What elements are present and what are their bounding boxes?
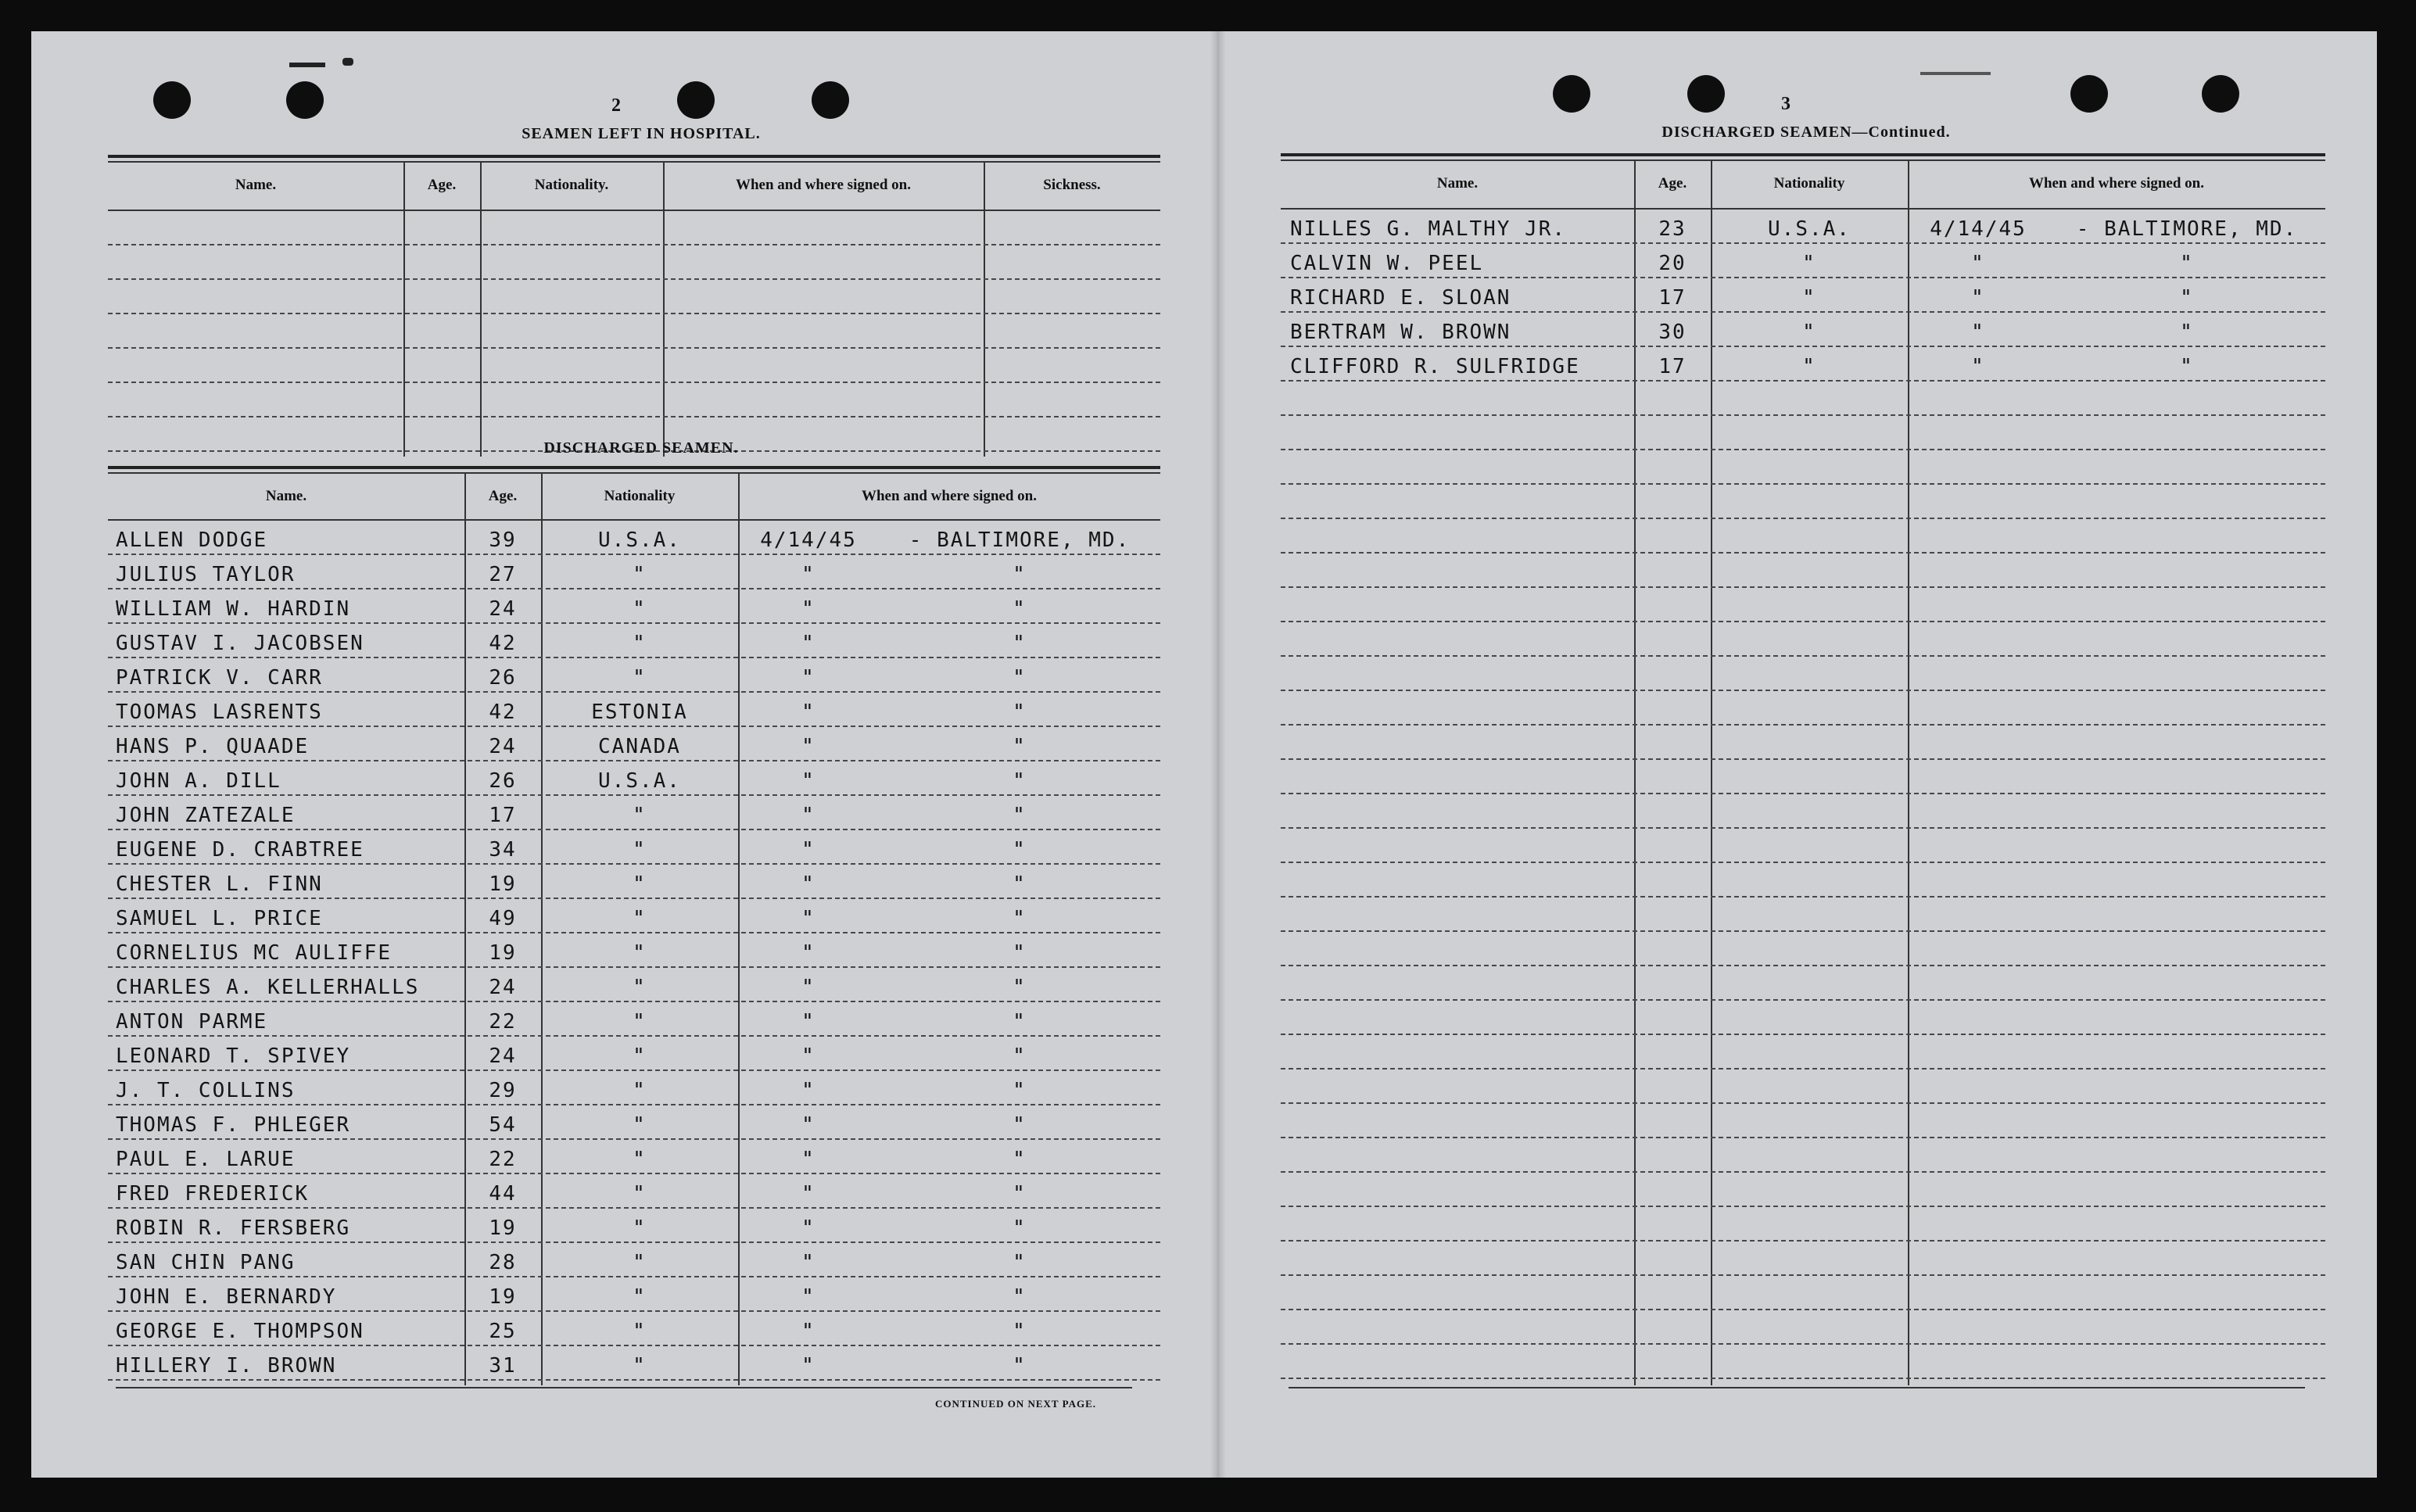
table-row <box>108 693 1160 727</box>
seaman-nationality: " <box>1802 252 1816 275</box>
seaman-age: 42 <box>489 632 517 655</box>
table-row <box>1281 244 2325 278</box>
table-row <box>1281 760 2325 794</box>
table-row <box>108 349 1160 383</box>
signed-on-date: 4/14/45 <box>760 528 857 552</box>
table-row <box>108 1002 1160 1037</box>
table-row <box>1281 1207 2325 1241</box>
punch-hole <box>153 81 191 119</box>
table-row <box>1281 313 2325 347</box>
signed-on-place: " <box>1013 597 1027 621</box>
seaman-age: 24 <box>489 1044 517 1068</box>
seaman-name: CHARLES A. KELLERHALLS <box>116 976 420 999</box>
seaman-age: 44 <box>489 1182 517 1206</box>
table-row <box>1281 1035 2325 1070</box>
signed-on-date: " <box>801 632 815 655</box>
seaman-name: SAMUEL L. PRICE <box>116 907 323 930</box>
signed-on-place: " <box>1013 976 1027 999</box>
table-row <box>108 1071 1160 1105</box>
seaman-nationality: U.S.A. <box>598 528 681 552</box>
rule <box>108 155 1160 158</box>
seaman-nationality: " <box>1802 355 1816 378</box>
crew-list-sheet <box>31 31 2377 1478</box>
table-row <box>108 624 1160 658</box>
seaman-nationality: " <box>633 1113 647 1137</box>
table-row <box>1281 485 2325 519</box>
table-row <box>1281 519 2325 554</box>
table-row <box>1281 726 2325 760</box>
table-row <box>1281 450 2325 485</box>
rule <box>116 1387 1132 1388</box>
discharged-section-title: DISCHARGED SEAMEN. <box>543 439 739 457</box>
discharged-seamen-rows <box>108 521 1160 1381</box>
seaman-nationality: " <box>633 804 647 827</box>
signed-on-date: " <box>801 1113 815 1137</box>
seaman-name: WILLIAM W. HARDIN <box>116 597 351 621</box>
signed-on-date: " <box>1971 286 1985 310</box>
discharged-continued-title: DISCHARGED SEAMEN—Continued. <box>1661 124 1951 141</box>
table-row <box>1281 1104 2325 1138</box>
signed-on-date: " <box>801 941 815 965</box>
signed-on-date: " <box>1971 321 1985 344</box>
column-header: Age. <box>427 177 457 193</box>
seaman-name: CLIFFORD R. SULFRIDGE <box>1290 355 1580 378</box>
column-header: Name. <box>1436 175 1479 192</box>
seaman-name: NILLES G. MALTHY JR. <box>1290 217 1567 241</box>
table-row <box>1281 382 2325 416</box>
column-header: When and where signed on. <box>2028 175 2204 192</box>
table-row <box>108 314 1160 349</box>
seaman-age: 17 <box>1658 355 1687 378</box>
seaman-name: GUSTAV I. JACOBSEN <box>116 632 364 655</box>
seaman-nationality: " <box>633 872 647 896</box>
seaman-name: EUGENE D. CRABTREE <box>116 838 364 862</box>
table-row <box>108 899 1160 933</box>
seaman-age: 17 <box>489 804 517 827</box>
signed-on-place: - BALTIMORE, MD. <box>2076 217 2298 241</box>
signed-on-place: " <box>1013 1285 1027 1309</box>
table-row <box>108 1174 1160 1209</box>
signed-on-date: " <box>801 1044 815 1068</box>
signed-on-place: " <box>1013 907 1027 930</box>
column-header: Nationality <box>604 488 676 504</box>
column-header: Name. <box>265 488 307 504</box>
signed-on-place: " <box>1013 1251 1027 1274</box>
table-row <box>1281 898 2325 932</box>
signed-on-place: " <box>1013 1113 1027 1137</box>
table-row <box>108 968 1160 1002</box>
seaman-name: JOHN A. DILL <box>116 769 281 793</box>
table-row <box>1281 1070 2325 1104</box>
punch-hole <box>2070 75 2108 113</box>
seaman-age: 39 <box>489 528 517 552</box>
table-row <box>108 280 1160 314</box>
table-row <box>1281 966 2325 1001</box>
signed-on-place: " <box>1013 769 1027 793</box>
seaman-nationality: " <box>633 838 647 862</box>
table-row <box>108 933 1160 968</box>
seaman-nationality: " <box>633 563 647 586</box>
seaman-age: 23 <box>1658 217 1687 241</box>
table-row <box>1281 210 2325 244</box>
table-row <box>108 1209 1160 1243</box>
seaman-nationality: " <box>633 597 647 621</box>
seaman-nationality: CANADA <box>598 735 681 758</box>
seaman-name: HILLERY I. BROWN <box>116 1354 337 1378</box>
seaman-nationality: " <box>633 976 647 999</box>
table-row <box>1281 1001 2325 1035</box>
column-header: Age. <box>1658 175 1687 192</box>
seaman-age: 27 <box>489 563 517 586</box>
punch-hole <box>1687 75 1725 113</box>
signed-on-place: " <box>1013 1354 1027 1378</box>
punch-hole <box>1553 75 1590 113</box>
seaman-name: PATRICK V. CARR <box>116 666 323 690</box>
signed-on-date: " <box>801 1148 815 1171</box>
signed-on-place: " <box>2180 286 2194 310</box>
rule <box>1281 153 2325 156</box>
seaman-age: 26 <box>489 769 517 793</box>
table-row <box>1281 588 2325 622</box>
seaman-name: FRED FREDERICK <box>116 1182 310 1206</box>
rule <box>108 472 1160 474</box>
signed-on-date: " <box>1971 355 1985 378</box>
table-row <box>1281 657 2325 691</box>
table-row <box>108 1105 1160 1140</box>
signed-on-date: " <box>801 1010 815 1034</box>
seaman-name: ALLEN DODGE <box>116 528 268 552</box>
column-header: Name. <box>235 177 277 193</box>
table-row <box>1281 1173 2325 1207</box>
rule <box>108 161 1160 163</box>
signed-on-place: " <box>1013 1010 1027 1034</box>
table-row <box>1281 1276 2325 1310</box>
signed-on-date: " <box>801 597 815 621</box>
table-row <box>1281 554 2325 588</box>
seaman-age: 22 <box>489 1148 517 1171</box>
signed-on-date: 4/14/45 <box>1930 217 2027 241</box>
column-header: Sickness. <box>1043 177 1101 193</box>
seaman-name: BERTRAM W. BROWN <box>1290 321 1511 344</box>
signed-on-place: " <box>2180 252 2194 275</box>
seaman-age: 31 <box>489 1354 517 1378</box>
seaman-nationality: " <box>633 907 647 930</box>
seaman-age: 19 <box>489 941 517 965</box>
signed-on-place: " <box>1013 804 1027 827</box>
seaman-name: JOHN ZATEZALE <box>116 804 296 827</box>
seaman-age: 25 <box>489 1320 517 1343</box>
discharged-continued-rows <box>1281 210 2325 1379</box>
signed-on-date: " <box>801 1354 815 1378</box>
seaman-age: 19 <box>489 872 517 896</box>
signed-on-date: " <box>801 700 815 724</box>
seaman-age: 20 <box>1658 252 1687 275</box>
column-header: When and where signed on. <box>861 488 1037 504</box>
table-row <box>1281 278 2325 313</box>
ink-mark <box>342 58 353 66</box>
ink-mark <box>289 63 325 67</box>
signed-on-date: " <box>801 976 815 999</box>
table-row <box>1281 829 2325 863</box>
signed-on-place: " <box>1013 872 1027 896</box>
seaman-nationality: " <box>633 1010 647 1034</box>
table-row <box>108 555 1160 589</box>
seaman-name: THOMAS F. PHLEGER <box>116 1113 351 1137</box>
seaman-name: GEORGE E. THOMPSON <box>116 1320 364 1343</box>
table-row <box>1281 794 2325 829</box>
table-row <box>108 1277 1160 1312</box>
seaman-name: CHESTER L. FINN <box>116 872 323 896</box>
seaman-age: 28 <box>489 1251 517 1274</box>
table-row <box>108 761 1160 796</box>
signed-on-date: " <box>801 1079 815 1102</box>
seaman-nationality: " <box>633 941 647 965</box>
table-row <box>108 727 1160 761</box>
seaman-name: JOHN E. BERNARDY <box>116 1285 337 1309</box>
rule <box>1289 1387 2305 1388</box>
table-row <box>108 796 1160 830</box>
seaman-name: HANS P. QUAADE <box>116 735 310 758</box>
signed-on-date: " <box>801 838 815 862</box>
table-row <box>108 1312 1160 1346</box>
seaman-nationality: " <box>633 632 647 655</box>
signed-on-date: " <box>801 804 815 827</box>
seaman-age: 24 <box>489 597 517 621</box>
signed-on-place: " <box>1013 632 1027 655</box>
table-row <box>1281 863 2325 898</box>
seaman-age: 29 <box>489 1079 517 1102</box>
continued-note: CONTINUED ON NEXT PAGE. <box>935 1398 1096 1410</box>
table-row <box>108 589 1160 624</box>
signed-on-date: " <box>801 735 815 758</box>
signed-on-place: " <box>1013 666 1027 690</box>
signed-on-date: " <box>801 666 815 690</box>
seaman-age: 54 <box>489 1113 517 1137</box>
rule <box>1281 159 2325 161</box>
seaman-nationality: " <box>633 1148 647 1171</box>
seaman-name: RICHARD E. SLOAN <box>1290 286 1511 310</box>
page-number: 3 <box>1781 94 1790 114</box>
signed-on-place: " <box>1013 563 1027 586</box>
table-row <box>1281 691 2325 726</box>
seaman-nationality: " <box>633 1251 647 1274</box>
seaman-nationality: " <box>633 666 647 690</box>
signed-on-date: " <box>801 1251 815 1274</box>
table-row <box>1281 347 2325 382</box>
rule <box>108 466 1160 469</box>
seaman-name: JULIUS TAYLOR <box>116 563 296 586</box>
hospital-empty-rows <box>108 211 1160 452</box>
signed-on-place: " <box>1013 1216 1027 1240</box>
signed-on-date: " <box>801 1216 815 1240</box>
signed-on-place: " <box>1013 1320 1027 1343</box>
table-row <box>108 521 1160 555</box>
ink-mark <box>1920 72 1991 75</box>
seaman-age: 22 <box>489 1010 517 1034</box>
seaman-nationality: " <box>633 1079 647 1102</box>
seaman-name: ROBIN R. FERSBERG <box>116 1216 351 1240</box>
seaman-nationality: " <box>1802 286 1816 310</box>
signed-on-place: " <box>1013 1044 1027 1068</box>
seaman-age: 19 <box>489 1285 517 1309</box>
column-header: Nationality <box>1773 175 1845 192</box>
table-row <box>1281 1345 2325 1379</box>
signed-on-place: " <box>1013 700 1027 724</box>
table-row <box>1281 1138 2325 1173</box>
signed-on-place: " <box>2180 355 2194 378</box>
punch-hole <box>677 81 715 119</box>
table-row <box>108 1346 1160 1381</box>
table-row <box>108 1037 1160 1071</box>
signed-on-place: " <box>1013 1079 1027 1102</box>
table-row <box>1281 1310 2325 1345</box>
signed-on-date: " <box>801 1182 815 1206</box>
seaman-nationality: " <box>633 1216 647 1240</box>
page-number: 2 <box>611 95 621 116</box>
table-row <box>1281 1241 2325 1276</box>
seaman-name: TOOMAS LASRENTS <box>116 700 323 724</box>
signed-on-date: " <box>801 872 815 896</box>
signed-on-date: " <box>801 1320 815 1343</box>
signed-on-date: " <box>801 769 815 793</box>
seaman-nationality: " <box>633 1285 647 1309</box>
seaman-age: 42 <box>489 700 517 724</box>
signed-on-place: " <box>1013 1148 1027 1171</box>
seaman-nationality: " <box>633 1182 647 1206</box>
table-row <box>108 1243 1160 1277</box>
seaman-age: 49 <box>489 907 517 930</box>
seaman-nationality: " <box>633 1320 647 1343</box>
seaman-age: 17 <box>1658 286 1687 310</box>
table-row <box>108 245 1160 280</box>
seaman-name: CALVIN W. PEEL <box>1290 252 1484 275</box>
seaman-name: SAN CHIN PANG <box>116 1251 296 1274</box>
signed-on-date: " <box>801 563 815 586</box>
seaman-age: 24 <box>489 976 517 999</box>
seaman-nationality: U.S.A. <box>1768 217 1851 241</box>
signed-on-place: " <box>1013 838 1027 862</box>
signed-on-place: " <box>1013 735 1027 758</box>
seaman-nationality: " <box>633 1044 647 1068</box>
table-row <box>108 1140 1160 1174</box>
table-row <box>1281 416 2325 450</box>
seaman-nationality: " <box>633 1354 647 1378</box>
signed-on-place: " <box>1013 941 1027 965</box>
punch-hole <box>2202 75 2239 113</box>
seaman-nationality: " <box>1802 321 1816 344</box>
hospital-section-title: SEAMEN LEFT IN HOSPITAL. <box>522 125 761 142</box>
table-row <box>1281 932 2325 966</box>
signed-on-date: " <box>1971 252 1985 275</box>
seaman-nationality: ESTONIA <box>591 700 688 724</box>
seaman-age: 26 <box>489 666 517 690</box>
seaman-name: J. T. COLLINS <box>116 1079 296 1102</box>
page-fold <box>1210 31 1226 1478</box>
signed-on-date: " <box>801 1285 815 1309</box>
seaman-age: 19 <box>489 1216 517 1240</box>
punch-hole <box>286 81 324 119</box>
signed-on-place: " <box>1013 1182 1027 1206</box>
seaman-name: CORNELIUS MC AULIFFE <box>116 941 393 965</box>
table-row <box>1281 622 2325 657</box>
table-row <box>108 658 1160 693</box>
column-header: Nationality. <box>534 177 609 193</box>
seaman-name: PAUL E. LARUE <box>116 1148 296 1171</box>
seaman-name: ANTON PARME <box>116 1010 268 1034</box>
seaman-age: 30 <box>1658 321 1687 344</box>
table-row <box>108 830 1160 865</box>
column-header: Age. <box>488 488 518 504</box>
seaman-name: LEONARD T. SPIVEY <box>116 1044 351 1068</box>
table-row <box>108 865 1160 899</box>
table-row <box>108 383 1160 417</box>
column-header: When and where signed on. <box>735 177 911 193</box>
table-row <box>108 211 1160 245</box>
signed-on-date: " <box>801 907 815 930</box>
seaman-age: 24 <box>489 735 517 758</box>
signed-on-place: - BALTIMORE, MD. <box>909 528 1131 552</box>
seaman-age: 34 <box>489 838 517 862</box>
signed-on-place: " <box>2180 321 2194 344</box>
seaman-nationality: U.S.A. <box>598 769 681 793</box>
punch-hole <box>812 81 849 119</box>
